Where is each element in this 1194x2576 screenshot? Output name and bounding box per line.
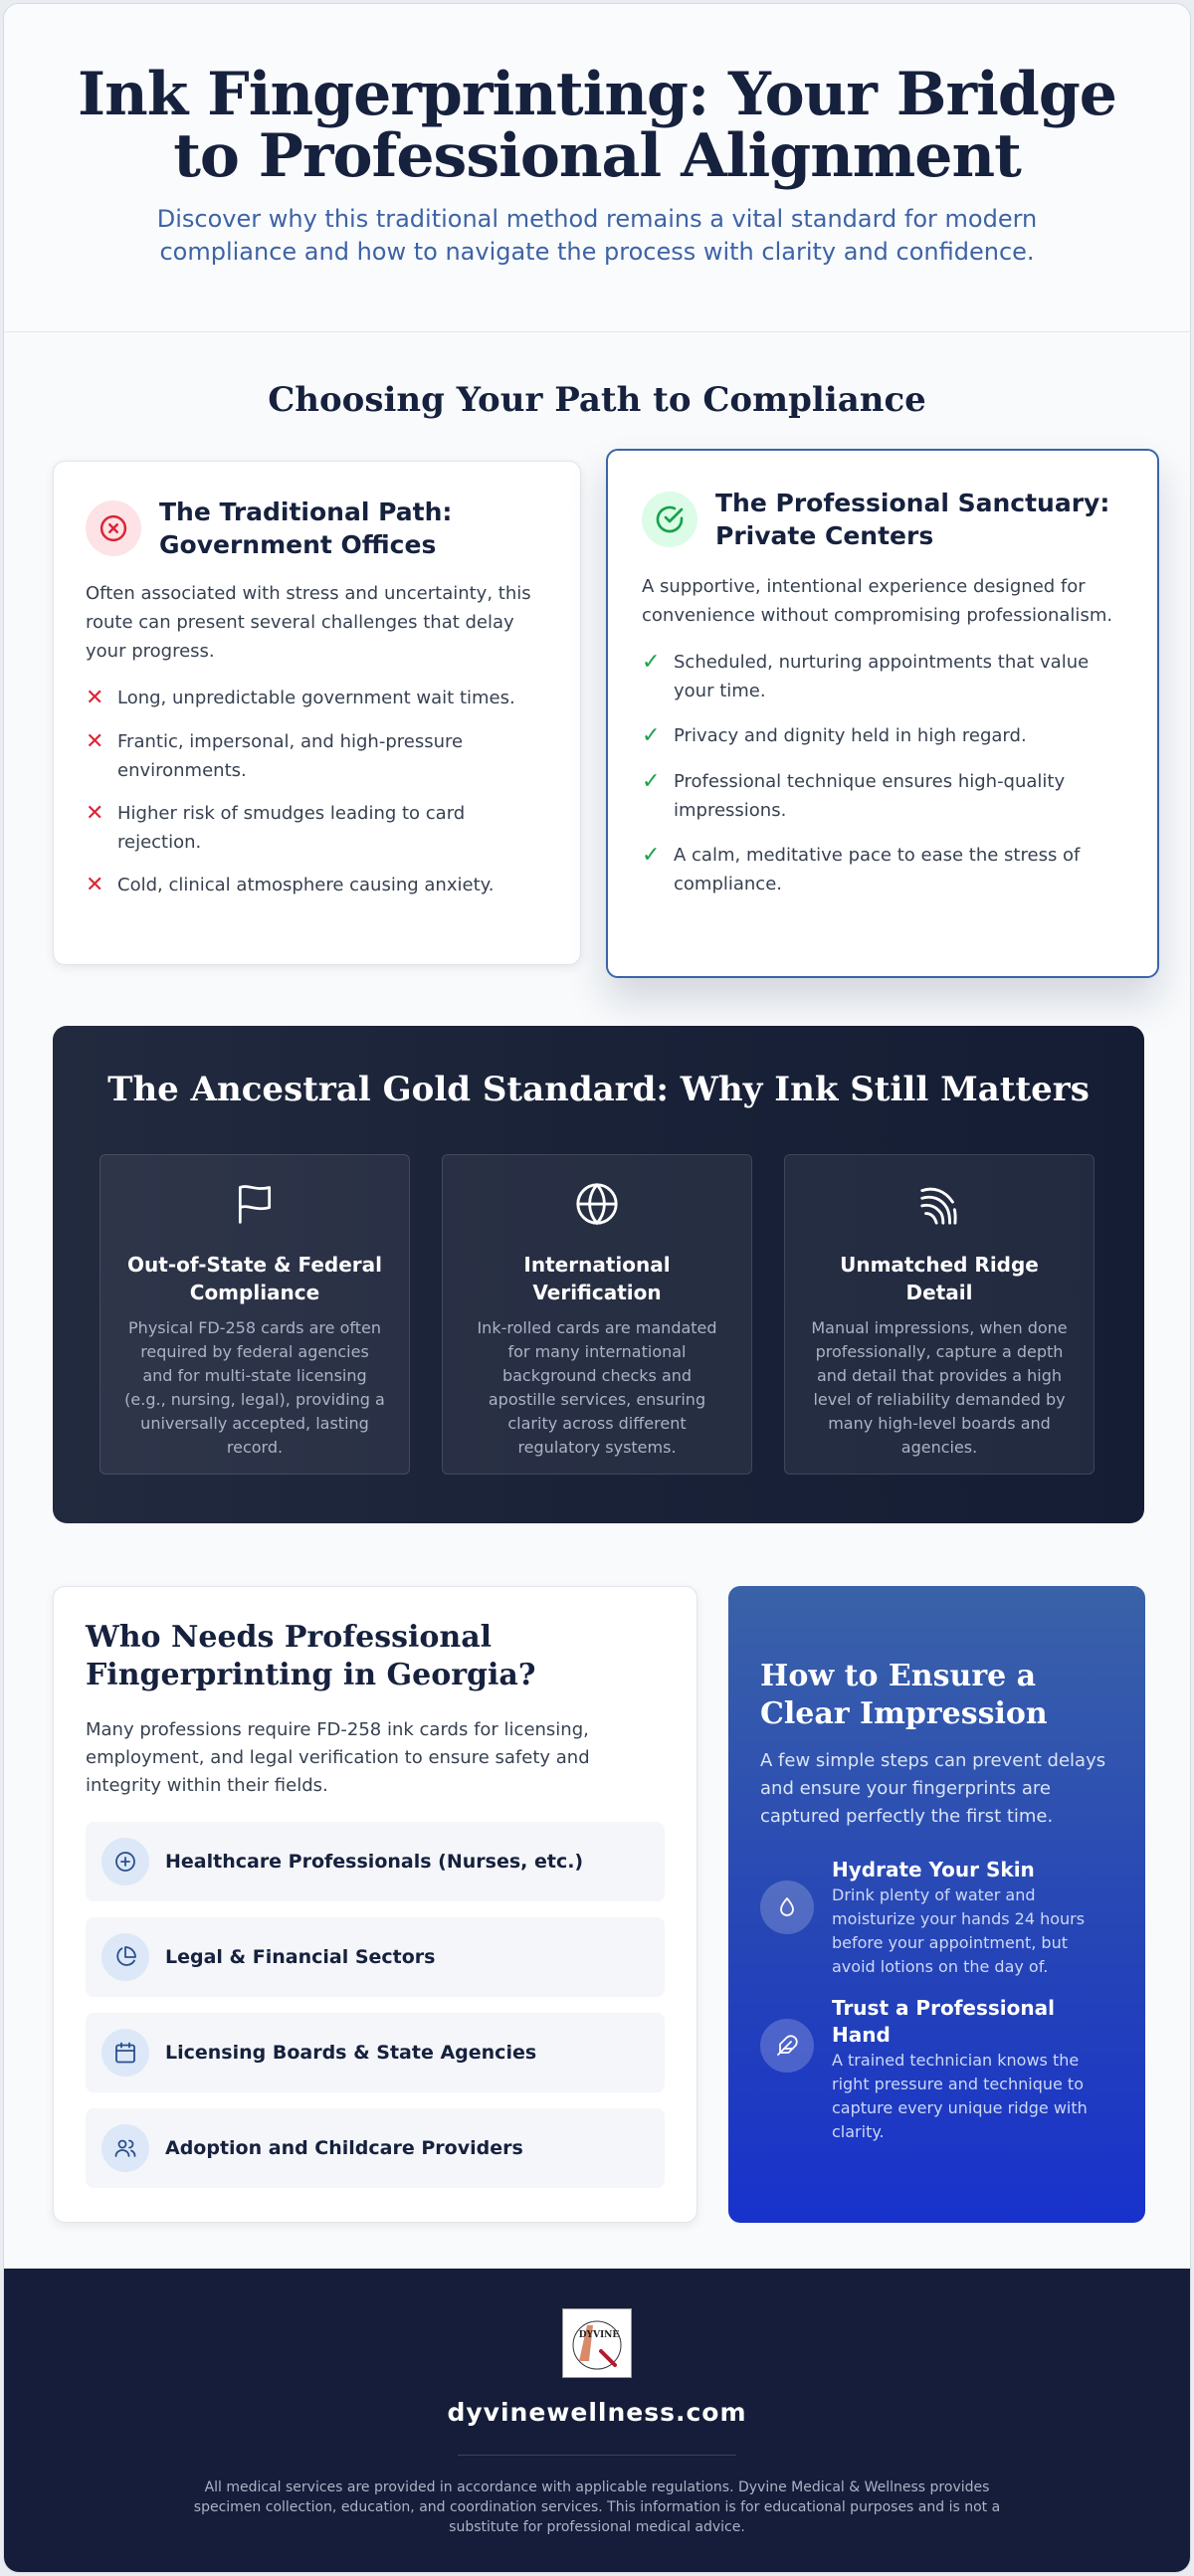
profession-item bbox=[86, 2013, 665, 2092]
list-item bbox=[642, 767, 1123, 825]
list-item-text: Privacy and dignity held in high regard. bbox=[674, 725, 1027, 746]
footer-disclaimer: All medical services are provided in accordance with applicable regulations. Dyvine Medical & Wellness provides specimen collection, education, and coordination services. This information is for educational purposes and is not a substitute for professional medical advice. bbox=[193, 2479, 1001, 2535]
profession-label: Adoption and Childcare Providers bbox=[165, 2137, 523, 2159]
gold-standard-title: The Ancestral Gold Standard: Why Ink Still Matters bbox=[107, 1070, 1090, 1109]
feather-icon bbox=[760, 2019, 814, 2073]
list-item bbox=[86, 727, 546, 785]
feature-title: Out-of-State & Federal Compliance bbox=[127, 1253, 382, 1304]
x-circle-icon bbox=[86, 500, 141, 556]
users-icon bbox=[101, 2124, 149, 2172]
check-mark-icon: ✓ bbox=[642, 843, 661, 868]
tip-text: Drink plenty of water and moisturize your hands 24 hours before your appointment, but avoid lotions on the day of. bbox=[832, 1885, 1086, 1976]
tip-text: A trained technician knows the right pressure and technique to capture every unique ridge with clarity. bbox=[832, 2051, 1088, 2141]
profession-item bbox=[86, 1822, 665, 1901]
card-description: A supportive, intentional experience designed for convenience without compromising professionalism. bbox=[642, 576, 1113, 626]
feature-title: Unmatched Ridge Detail bbox=[840, 1253, 1039, 1304]
feature-card bbox=[442, 1154, 752, 1475]
card-title: The Professional Sanctuary: Private Centers bbox=[715, 489, 1110, 550]
page bbox=[3, 3, 1191, 2573]
profession-label: Healthcare Professionals (Nurses, etc.) bbox=[165, 1851, 584, 1873]
check-mark-icon: ✓ bbox=[642, 769, 661, 794]
list-item bbox=[86, 799, 546, 857]
fingerprint-icon bbox=[809, 1177, 1070, 1231]
challenges-list bbox=[86, 684, 546, 900]
page-title: Ink Fingerprinting: Your Bridge to Professional Alignment bbox=[78, 60, 1116, 191]
paths-section-title: Choosing Your Path to Compliance bbox=[268, 380, 926, 420]
x-mark-icon: ✕ bbox=[86, 801, 104, 826]
list-item bbox=[642, 841, 1123, 898]
clear-impression-title: How to Ensure a Clear Impression bbox=[760, 1659, 1048, 1731]
feature-title: International Verification bbox=[523, 1253, 671, 1304]
profession-label: Licensing Boards & State Agencies bbox=[165, 2042, 537, 2064]
list-item-text: Frantic, impersonal, and high-pressure environments. bbox=[117, 731, 464, 781]
list-item bbox=[642, 648, 1123, 705]
benefits-list bbox=[642, 648, 1123, 898]
svg-text:DYVINE: DYVINE bbox=[578, 2330, 620, 2340]
x-mark-icon: ✕ bbox=[86, 873, 104, 897]
feature-text: Physical FD-258 cards are often required by federal agencies and for multi-state licensing (e.g., nursing, legal), providing a universally accepted, lasting record. bbox=[124, 1318, 385, 1457]
feature-text: Manual impressions, when done professionally, capture a depth and detail that provides a high level of reliability demanded by many high-level boards and agencies. bbox=[811, 1318, 1068, 1457]
list-item-text: Cold, clinical atmosphere causing anxiety. bbox=[117, 875, 495, 895]
tip-body bbox=[832, 1857, 1113, 1979]
tip-body bbox=[832, 1995, 1113, 2144]
card-header bbox=[86, 495, 546, 561]
feature-text: Ink-rolled cards are mandated for many international background checks and apostille services, ensuring clarity across different regulatory systems. bbox=[477, 1318, 717, 1457]
droplet-icon bbox=[760, 1881, 814, 1934]
footer-divider bbox=[458, 2455, 736, 2456]
card-header bbox=[642, 487, 1123, 552]
pie-chart-icon bbox=[101, 1933, 149, 1981]
plus-circle-icon bbox=[101, 1838, 149, 1885]
hero-header bbox=[4, 4, 1190, 332]
list-item-text: Higher risk of smudges leading to card rejection. bbox=[117, 803, 466, 853]
list-item bbox=[642, 721, 1123, 751]
clear-impression-intro: A few simple steps can prevent delays and ensure your fingerprints are captured perfectly the first time. bbox=[760, 1750, 1106, 1827]
profession-label: Legal & Financial Sectors bbox=[165, 1946, 436, 1968]
brand-logo bbox=[562, 2308, 632, 2378]
card-description: Often associated with stress and uncertainty, this route can present several challenges that delay your progress. bbox=[86, 583, 531, 662]
tip-title: Hydrate Your Skin bbox=[832, 1858, 1035, 1882]
x-mark-icon: ✕ bbox=[86, 686, 104, 710]
gold-standard-section bbox=[53, 1026, 1144, 1523]
professional-path-card bbox=[606, 449, 1159, 978]
list-item-text: Long, unpredictable government wait times. bbox=[117, 688, 515, 708]
clear-impression-card bbox=[728, 1586, 1145, 2223]
gold-standard-cards bbox=[100, 1154, 1094, 1475]
list-item bbox=[86, 684, 546, 713]
calendar-icon bbox=[101, 2029, 149, 2077]
list-item-text: A calm, meditative pace to ease the stress of compliance. bbox=[674, 845, 1081, 894]
list-item-text: Professional technique ensures high-quality impressions. bbox=[674, 771, 1066, 821]
x-mark-icon: ✕ bbox=[86, 729, 104, 754]
tip-item bbox=[760, 1857, 1113, 1979]
feature-card bbox=[100, 1154, 410, 1475]
check-mark-icon: ✓ bbox=[642, 650, 661, 675]
who-needs-card bbox=[53, 1586, 697, 2223]
list-item bbox=[86, 871, 546, 900]
footer bbox=[4, 2269, 1190, 2573]
feature-card bbox=[784, 1154, 1094, 1475]
profession-item bbox=[86, 1917, 665, 1997]
profession-item bbox=[86, 2108, 665, 2188]
profession-list bbox=[86, 1822, 665, 2188]
website-link[interactable]: dyvinewellness.com bbox=[447, 2398, 747, 2427]
traditional-path-card bbox=[53, 461, 581, 965]
card-title: The Traditional Path: Government Offices bbox=[159, 497, 453, 559]
tip-item bbox=[760, 1995, 1113, 2144]
flag-icon bbox=[124, 1177, 385, 1231]
page-subtitle: Discover why this traditional method remains a vital standard for modern compliance and how to navigate the process with clarity and confidence. bbox=[156, 205, 1038, 266]
globe-icon bbox=[467, 1177, 727, 1231]
check-circle-icon bbox=[642, 492, 697, 547]
who-needs-intro: Many professions require FD-258 ink cards for licensing, employment, and legal verification to ensure safety and integrity within their fields. bbox=[86, 1719, 590, 1796]
check-mark-icon: ✓ bbox=[642, 723, 661, 748]
list-item-text: Scheduled, nurturing appointments that value your time. bbox=[674, 652, 1090, 701]
tip-title: Trust a Professional Hand bbox=[832, 1996, 1055, 2047]
who-needs-title: Who Needs Professional Fingerprinting in Georgia? bbox=[86, 1620, 536, 1692]
